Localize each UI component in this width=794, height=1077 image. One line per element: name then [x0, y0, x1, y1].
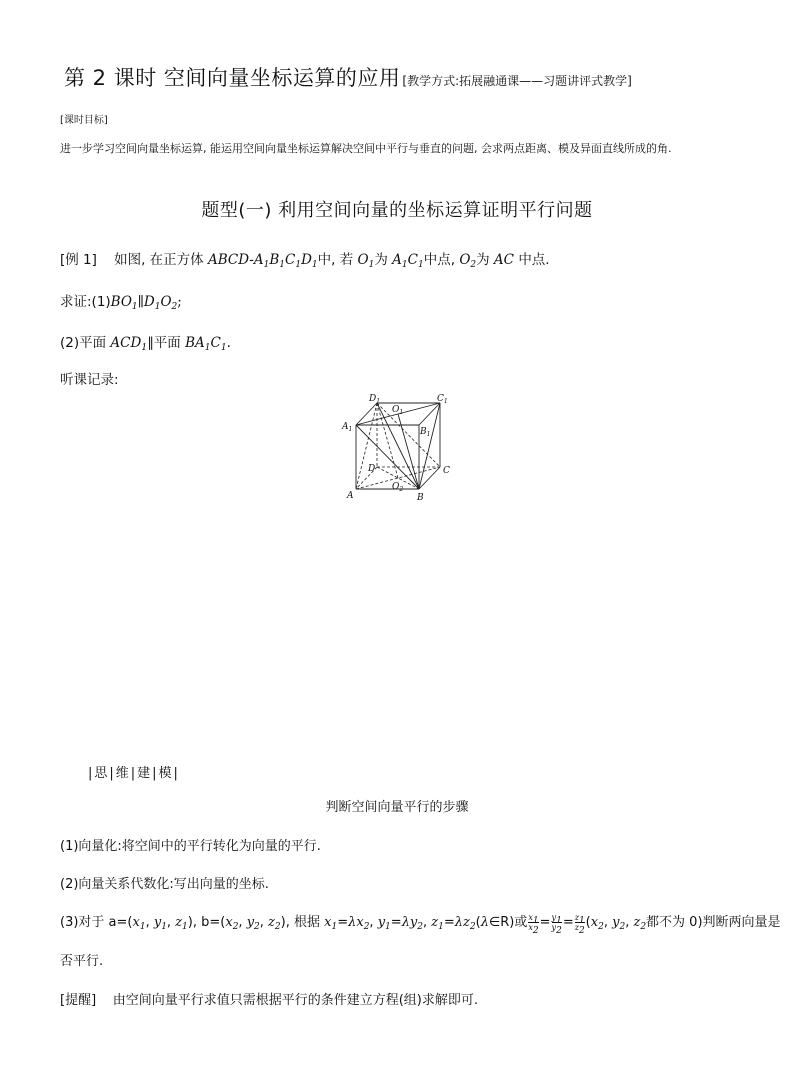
- label-b1: $B_1$: [420, 427, 431, 438]
- proof-part1: 求证$:(1)BO_1\parallel D_1O_2$;: [60, 294, 182, 312]
- section-title: 题型(一) 利用空间向量的坐标运算证明平行问题: [201, 200, 593, 221]
- edge-a1-d1: [356, 403, 377, 425]
- step-3: (3)对于 $a=(x_1$, $y_1$, $z_1$), $b=(x_2$, $y_2$, $z_2$), 根据 $x_1=\lambda x_2$, $y_1=\lambda y_2$, $z_1=\lambda z_2(\lambda\in R)$或 $\frac{x_1}{x_2}$ = $\frac{y_1}{y_2}$ = $\frac{z_1}{z_2}$ ($x_2$, $y_2$, $z_2$都不为 0)判断两向量是: [60, 913, 781, 936]
- title-subtitle: [教学方式:拓展融通课——习题讲评式教学]: [402, 74, 632, 88]
- edge-b-c: [419, 467, 440, 489]
- step-2: (2)向量关系代数化:写出向量的坐标.: [60, 877, 269, 892]
- step-1: (1)向量化:将空间中的平行转化为向量的平行.: [60, 839, 321, 854]
- goals-label: [课时目标]: [60, 115, 108, 126]
- reminder-text: 由空间向量平行求值只需根据平行的条件建立方程(组)求解即可.: [112, 993, 478, 1008]
- title-main: 第 2 课时 空间向量坐标运算的应用: [64, 66, 401, 90]
- example-label: [例 1]: [60, 252, 97, 268]
- thinking-model-label: |思|维|建|模|: [88, 766, 180, 781]
- label-o2: $O_2$: [392, 482, 404, 493]
- label-a: A: [347, 491, 354, 501]
- reminder-label: [提醒]: [60, 993, 97, 1008]
- proof-part2: (2)平面 $ACD_1\parallel$平面 $BA_1C_1$.: [60, 335, 231, 353]
- line-b-d1: [377, 403, 419, 489]
- cube-figure: [336, 392, 460, 504]
- goals-text: 进一步学习空间向量坐标运算, 能运用空间向量坐标运算解决空间中平行与垂直的问题, 会求两点距离、模及异面直线所成的角.: [60, 142, 672, 155]
- lesson-title: [64, 62, 632, 92]
- label-a1: $A_1$: [342, 422, 353, 433]
- line-b-c1: [419, 403, 440, 489]
- label-c1: $C_1$: [437, 394, 448, 405]
- steps-title: 判断空间向量平行的步骤: [325, 800, 469, 815]
- label-b: B: [417, 493, 424, 503]
- label-o1: $O_1$: [392, 405, 404, 416]
- example-statement: [例 1] 如图, 在正方体 ABCD-$A_1B_1C_1D_1$中, 若 $O_1$为 $A_1C_1$中点, $O_2$为 AC 中点.: [60, 252, 550, 270]
- line-d1-a: [356, 403, 377, 489]
- edge-b1-c1: [419, 403, 440, 425]
- label-d: D: [368, 464, 376, 474]
- step-3-continued: 否平行.: [60, 954, 104, 969]
- label-c: C: [443, 466, 450, 476]
- notes-label: 听课记录:: [60, 372, 119, 388]
- label-d1: $D_1$: [369, 394, 381, 405]
- reminder: [60, 989, 478, 1008]
